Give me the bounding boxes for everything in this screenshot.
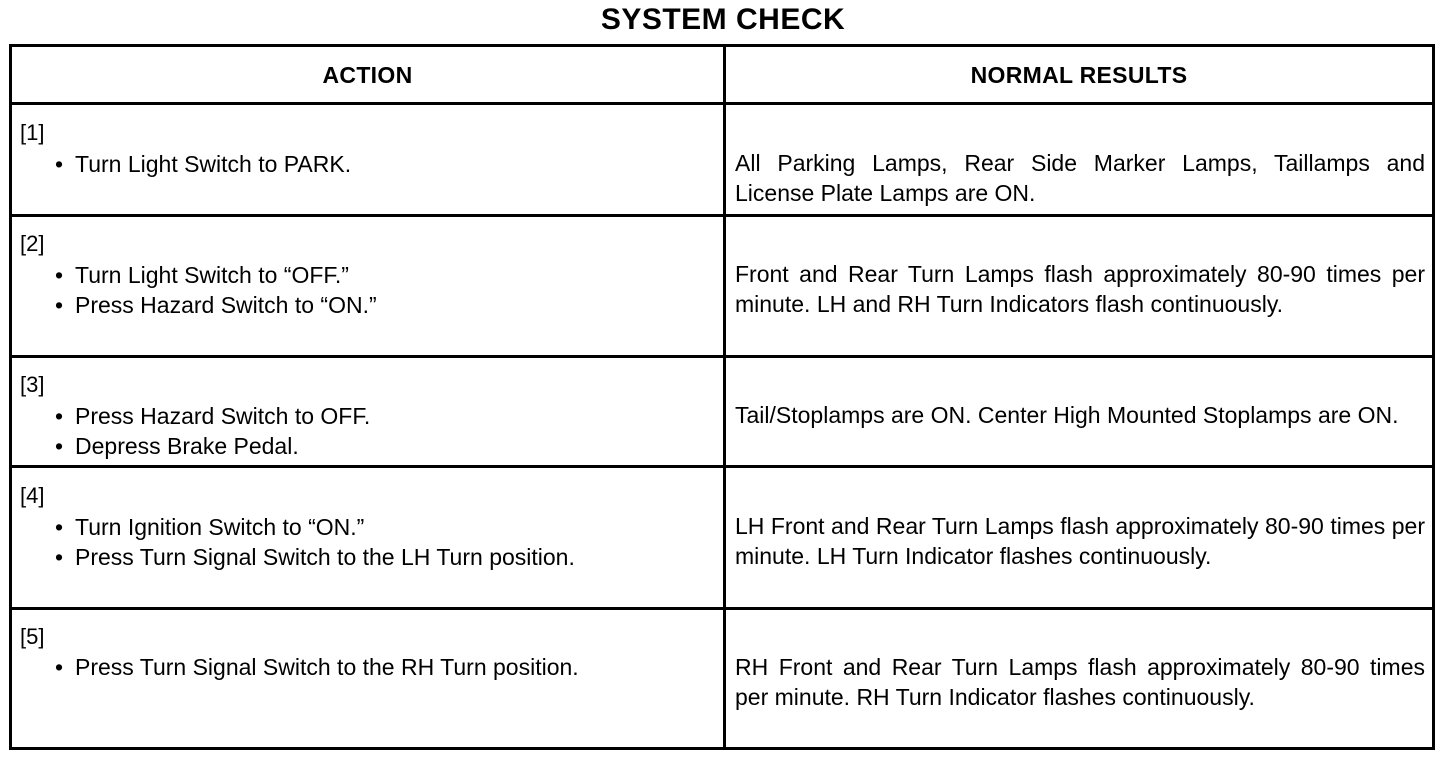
action-text: Turn Light Switch to “OFF.” xyxy=(75,262,349,288)
action-text: Press Hazard Switch to OFF. xyxy=(75,403,371,429)
system-check-table xyxy=(9,44,1435,750)
bullet-icon: • xyxy=(55,403,64,429)
column-divider xyxy=(723,47,726,747)
bullet-icon: • xyxy=(55,151,64,177)
result-text: All Parking Lamps, Rear Side Marker Lamps, Taillamps and License Plate Lamps are ON. xyxy=(735,150,1425,206)
action-text: Press Hazard Switch to “ON.” xyxy=(75,292,377,318)
header-divider xyxy=(12,102,1432,105)
row-divider xyxy=(12,355,1432,358)
row-divider xyxy=(12,607,1432,610)
bullet-icon: • xyxy=(55,514,64,540)
result-text: RH Front and Rear Turn Lamps flash approximately 80-90 times per minute. RH Turn Indicator flashes continuously. xyxy=(735,654,1425,710)
bullet-icon: • xyxy=(55,654,64,680)
row-divider xyxy=(12,214,1432,217)
row-divider xyxy=(12,465,1432,468)
action-item xyxy=(55,290,377,320)
bullet-icon: • xyxy=(55,433,64,459)
action-item xyxy=(55,652,579,682)
action-list xyxy=(55,652,579,682)
bullet-icon: • xyxy=(55,262,64,288)
bullet-icon: • xyxy=(55,544,64,570)
step-number: [5] xyxy=(20,624,45,649)
action-item xyxy=(55,149,351,179)
action-item xyxy=(55,431,370,461)
action-text: Turn Ignition Switch to “ON.” xyxy=(75,514,365,540)
bullet-icon: • xyxy=(55,292,64,318)
step-number: [1] xyxy=(20,120,45,145)
action-text: Depress Brake Pedal. xyxy=(75,433,299,459)
results-column-header: NORMAL RESULTS xyxy=(970,62,1188,88)
action-item xyxy=(55,401,370,431)
step-number: [2] xyxy=(20,231,45,256)
action-list xyxy=(55,512,575,572)
action-text: Press Turn Signal Switch to the LH Turn position. xyxy=(75,544,575,570)
action-text: Turn Light Switch to PARK. xyxy=(75,151,352,177)
action-column-header: ACTION xyxy=(322,62,413,88)
action-list xyxy=(55,260,377,320)
result-text: LH Front and Rear Turn Lamps flash approximately 80-90 times per minute. LH Turn Indicator flashes continuously. xyxy=(735,513,1425,569)
action-text: Press Turn Signal Switch to the RH Turn position. xyxy=(75,654,579,680)
action-item xyxy=(55,542,575,572)
step-number: [4] xyxy=(20,483,45,508)
result-text: Tail/Stoplamps are ON. Center High Mounted Stoplamps are ON. xyxy=(735,402,1399,428)
result-text: Front and Rear Turn Lamps flash approximately 80-90 times per minute. LH and RH Turn Indicators flash continuously. xyxy=(735,261,1425,317)
step-number: [3] xyxy=(20,372,45,397)
action-item xyxy=(55,260,377,290)
action-list xyxy=(55,401,370,461)
action-item xyxy=(55,512,575,542)
action-list xyxy=(55,149,351,179)
page-title: SYSTEM CHECK xyxy=(600,3,846,36)
